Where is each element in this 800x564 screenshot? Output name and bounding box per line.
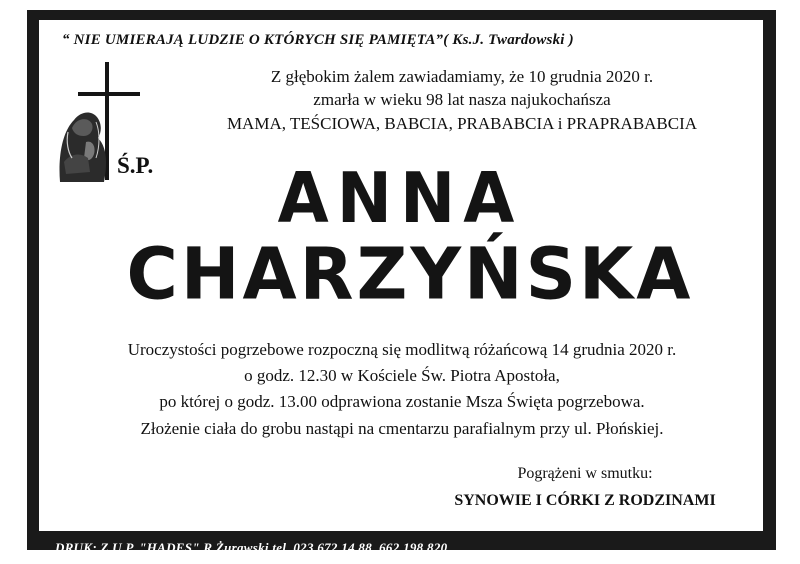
sp-prefix: Ś.P.	[117, 153, 154, 178]
deceased-first-name: ANNA	[277, 158, 523, 239]
deceased-last-name: CHARZYŃSKA	[126, 232, 694, 316]
printer-imprint: DRUK: Z.U.P. "HADES" R.Żurawski tel. 023 672 14 88, 662 198 820	[55, 540, 448, 555]
mourners-names: SYNOWIE I CÓRKI Z RODZINAMI	[454, 492, 716, 509]
funeral-line-4: Złożenie ciała do grobu nastąpi na cmentarzu parafialnym przy ul. Płońskiej.	[140, 419, 664, 438]
announcement-line-3: MAMA, TEŚCIOWA, BABCIA, PRABABCIA i PRAPRABABCIA	[226, 114, 698, 133]
motto-quote: “ NIE UMIERAJĄ LUDZIE O KTÓRYCH SIĘ PAMIĘTA”( Ks.J. Twardowski )	[62, 32, 574, 48]
announcement-line-2: zmarła w wieku 98 lat nasza najukochańsza	[313, 90, 611, 109]
funeral-line-2: o godz. 12.30 w Kościele Św. Piotra Apostoła,	[244, 366, 560, 385]
announcement-line-1: Z głębokim żalem zawiadamiamy, że 10 grudnia 2020 r.	[270, 67, 654, 86]
funeral-line-1: Uroczystości pogrzebowe rozpoczną się modlitwą różańcową 14 grudnia 2020 r.	[127, 340, 677, 359]
funeral-line-3: po której o godz. 13.00 odprawiona zostanie Msza Święta pogrzebowa.	[159, 392, 645, 411]
mourners-intro: Pogrążeni w smutku:	[517, 465, 653, 482]
